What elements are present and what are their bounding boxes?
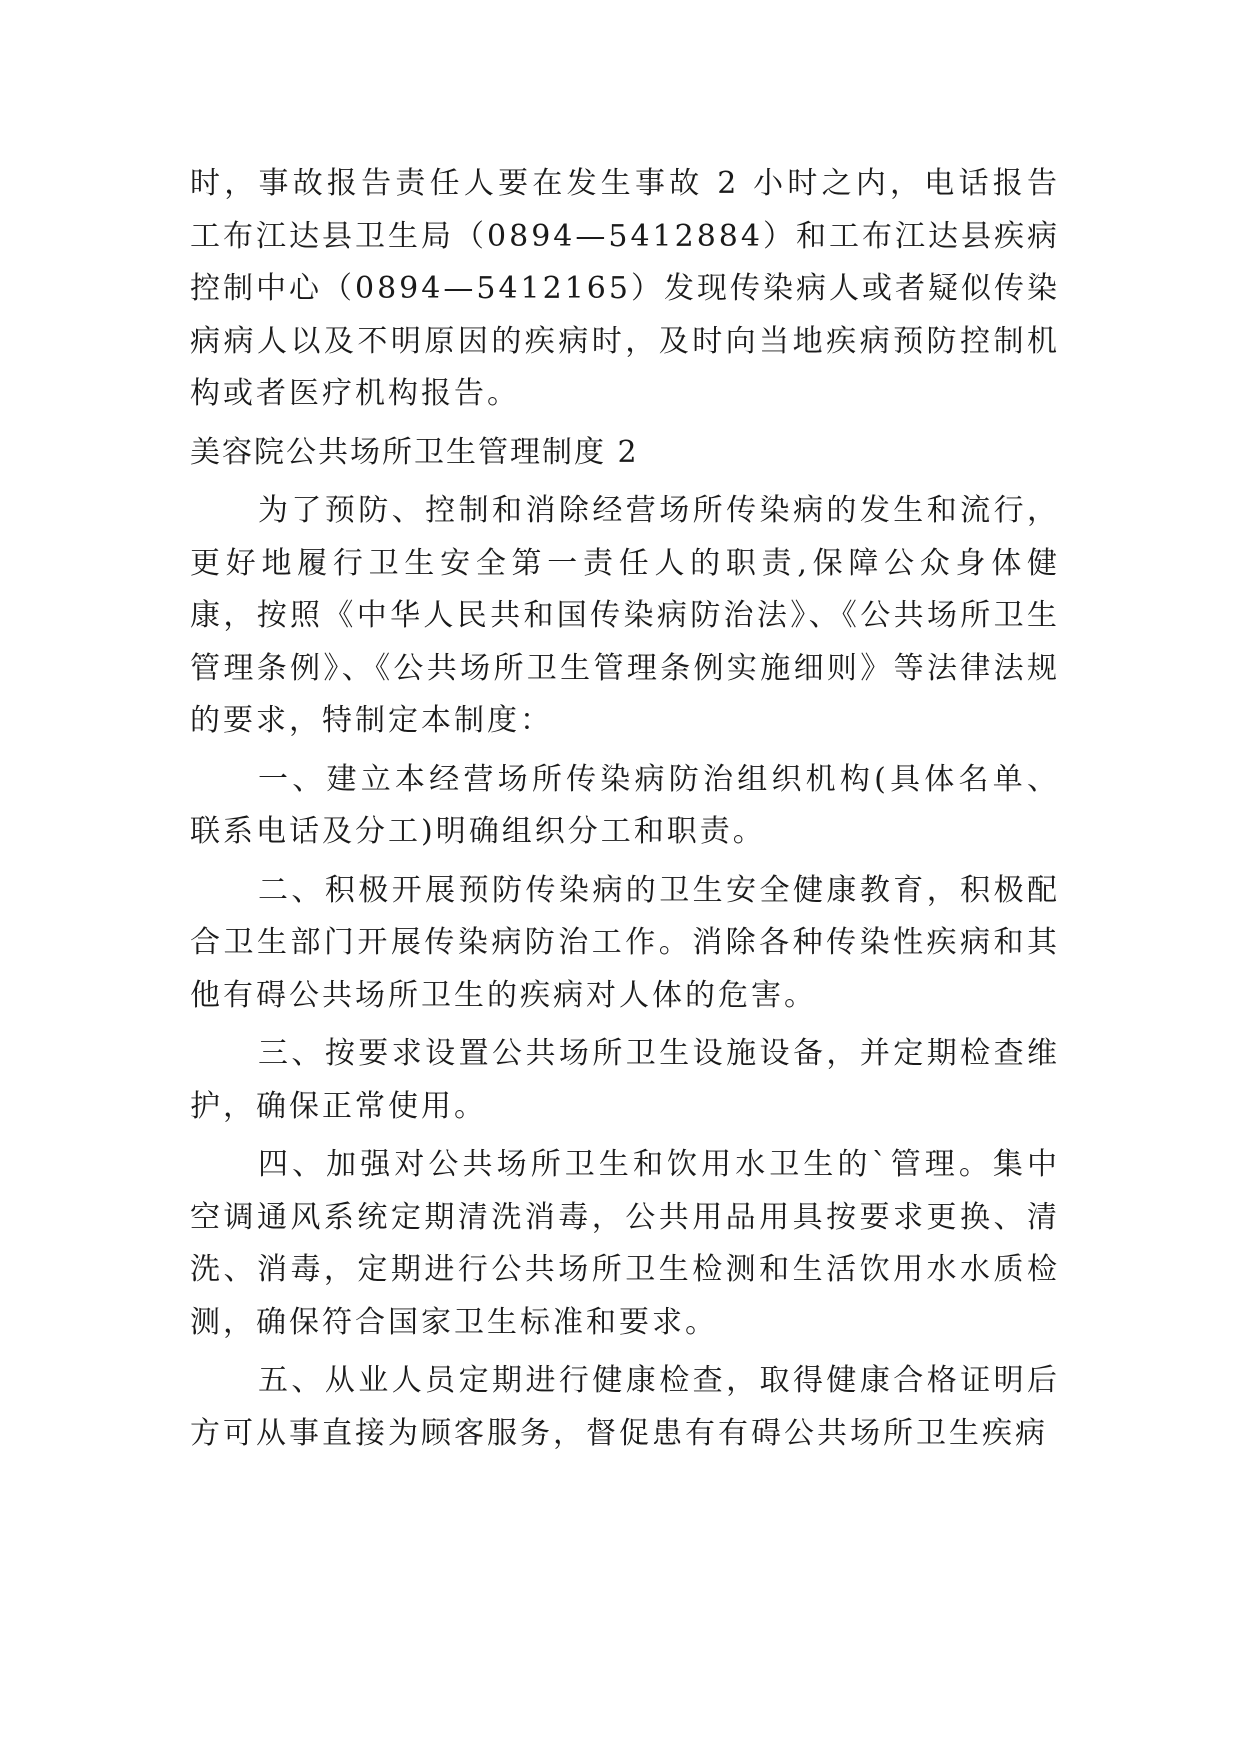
paragraph-intro: 为了预防、控制和消除经营场所传染病的发生和流行，更好地履行卫生安全第一责任人的职责,保障公众身体健康，按照《中华人民共和国传染病防治法》、《公共场所卫生管理条例》、《公共场所卫生管理条例实施细则》等法律法规的要求，特制定本制度： (190, 493, 1060, 738)
section-heading: 美容院公共场所卫生管理制度 2 (190, 434, 639, 470)
paragraph-continuation: 时，事故报告责任人要在发生事故 2 小时之内，电话报告工布江达县卫生局（0894—5412884）和工布江达县疾病控制中心（0894—5412165）发现传染病人或者疑似传染病病人以及不明原因的疾病时，及时向当地疾病预防控制机构或者医疗机构报告。 (190, 166, 1060, 411)
paragraph-item-2: 二、积极开展预防传染病的卫生安全健康教育，积极配合卫生部门开展传染病防治工作。消除各种传染性疾病和其他有碍公共场所卫生的疾病对人体的危害。 (190, 872, 1060, 1013)
paragraph-item-1: 一、建立本经营场所传染病防治组织机构(具体名单、联系电话及分工)明确组织分工和职责。 (190, 761, 1060, 849)
document-body (190, 158, 1060, 1460)
paragraph-item-4: 四、加强对公共场所卫生和饮用水卫生的`管理。集中空调通风系统定期清洗消毒，公共用品用具按要求更换、清洗、消毒，定期进行公共场所卫生检测和生活饮用水水质检测，确保符合国家卫生标准和要求。 (190, 1147, 1060, 1340)
paragraph-item-5: 五、从业人员定期进行健康检查，取得健康合格证明后方可从事直接为顾客服务，督促患有有碍公共场所卫生疾病 (190, 1363, 1060, 1451)
paragraph-item-3: 三、按要求设置公共场所卫生设施设备，并定期检查维护，确保正常使用。 (190, 1036, 1060, 1124)
